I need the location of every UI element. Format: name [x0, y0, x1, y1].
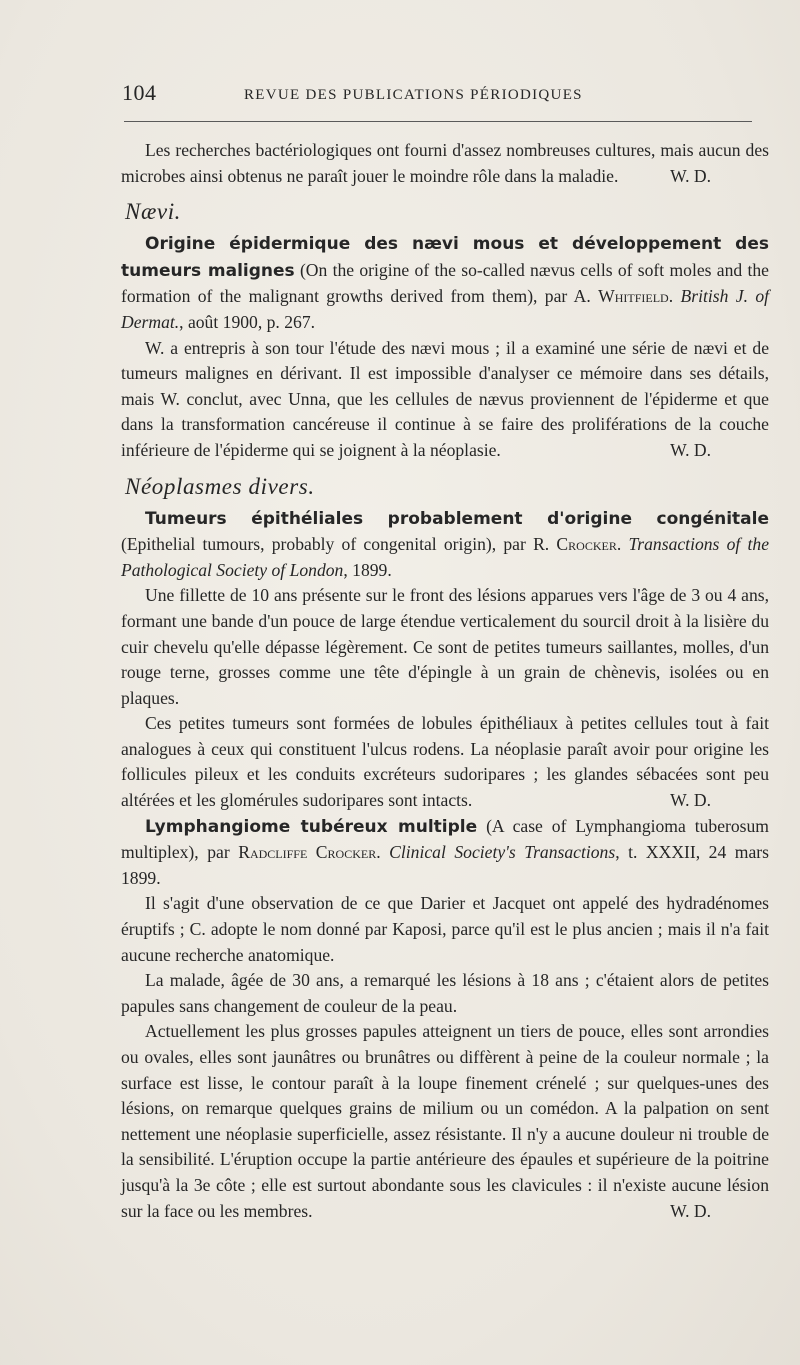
article-journal: British J. of Dermat.	[121, 286, 770, 332]
intro-paragraph	[121, 138, 769, 189]
article-date: , 1899.	[343, 559, 392, 580]
article-tumeurs-paragraph: Une fillette de 10 ans présente sur le front des lésions apparues vers l'âge de 3 ou 4 ans, formant une bande d'un pouce de large étendue verticalement du sourcil droit à la lisière du cuir chevelu qu'elle dépasse légèrement. Ce sont de petites tumeurs saillantes, molles, d'un rouge terne, grosses comme une tête d'épingle à un grain de chènevis, isolées ou en plaques.	[121, 585, 769, 708]
page-number: 104	[122, 80, 157, 105]
running-title: REVUE DES PUBLICATIONS PÉRIODIQUES	[244, 87, 583, 103]
section-heading-naevi: Nævi.	[125, 199, 182, 225]
article-title: Origine épidermique des nævi mous et développement des tumeurs malignes	[121, 234, 769, 281]
article-reference-sep: .	[376, 842, 390, 863]
article-signature: W. D.	[670, 1200, 711, 1221]
article-signature: W. D.	[670, 790, 711, 811]
article-lymphangiome-header	[121, 814, 769, 892]
article-journal: Clinical Society's Transactions	[389, 842, 616, 863]
article-body-text: Actuellement les plus grosses papules atteignent un tiers de pouce, elles sont arrondies ou ovales, elles sont jaunâtres ou brunâtres ou diffèrent à peine de la couleur normale ; la surface est lisse, le contour paraît à la loupe finement crénelé ; sur quelques-unes des lésions, on remarque quelques grains de milium ou un comédon. A la palpation on sent nettement une néoplasie superficielle, assez résistante. Il n'y a aucune douleur ni trouble de la sensibilité. L'éruption occupe la partie antérieure des épaules et supérieure de la poitrine jusqu'à la 3e côte ; elle est surtout abondante sous les clavicules : il n'existe aucune lésion sur la face ou les membres.	[121, 1021, 769, 1221]
article-date: , août 1900, p. 267.	[179, 311, 316, 332]
article-lymphangiome-paragraph: Il s'agit d'une observation de ce que Darier et Jacquet ont appelé des hydradénomes éruptifs ; C. adopte le nom donné par Kaposi, parce qu'il est le plus ancien ; mais il n'a fait aucune recherche anatomique.	[121, 893, 769, 965]
article-reference: (On the origine of the so-called nævus cells of soft moles and the formation of the malignant growths derived from them), par A.	[121, 259, 769, 307]
article-author: Radcliffe Crocker	[238, 842, 377, 863]
article-author: Whitfield	[598, 286, 669, 307]
article-reference: (Epithelial tumours, probably of congenital origin), par R.	[121, 534, 557, 555]
article-body-text: Ces petites tumeurs sont formées de lobules épithéliaux à petites cellules tout à fait analogues à ceux qui constituent l'ulcus rodens. La néoplasie paraît avoir pour origine les follicules pileux et les conduits excréteurs sudoripares ; les glandes sébacées sont peu altérées et les glomérules sudoripares sont intacts.	[121, 713, 769, 811]
article-date: , t. XXXII, 24 mars 1899.	[121, 842, 769, 888]
article-author: Crocker	[556, 534, 617, 555]
article-reference-sep: .	[668, 286, 681, 307]
intro-text: Les recherches bactériologiques ont fourni d'assez nombreuses cultures, mais aucun des microbes ainsi obtenus ne paraît jouer le moindre rôle dans la maladie.	[121, 140, 769, 186]
article-title: Lymphangiome tubéreux multiple	[145, 816, 478, 837]
page-body	[121, 138, 769, 1224]
section-heading-neoplasmes: Néoplasmes divers.	[125, 473, 315, 499]
article-title: Tumeurs épithéliales probablement d'origine congénitale	[145, 508, 769, 529]
article-journal: Transactions of the Pathological Society of London	[121, 534, 770, 580]
header-rule	[124, 121, 752, 122]
article-signature: W. D.	[670, 439, 711, 460]
page-header	[122, 80, 752, 110]
article-tumeurs-paragraph	[121, 711, 769, 813]
article-naevi-header	[121, 231, 769, 335]
intro-signature: W. D.	[670, 165, 711, 186]
article-naevi-body	[121, 336, 769, 464]
article-tumeurs-header	[121, 506, 769, 584]
article-lymphangiome-paragraph: La malade, âgée de 30 ans, a remarqué les lésions à 18 ans ; c'étaient alors de petites papules sans changement de couleur de la peau.	[121, 970, 769, 1016]
article-body-text: W. a entrepris à son tour l'étude des nævi mous ; il a examiné une série de nævi et de tumeurs malignes en dérivant. Il est impossible d'analyser ce mémoire dans ses détails, mais W. conclut, avec Unna, que les cellules de nævus proviennent de l'épiderme et que dans la transformation cancéreuse il continue à se faire des proliférations de la couche inférieure de l'épiderme qui se joignent à la néoplasie.	[121, 337, 769, 460]
article-lymphangiome-paragraph	[121, 1019, 769, 1224]
article-reference-sep: .	[616, 534, 629, 555]
article-reference: (A case of Lymphangioma tuberosum multiplex), par	[121, 815, 769, 863]
